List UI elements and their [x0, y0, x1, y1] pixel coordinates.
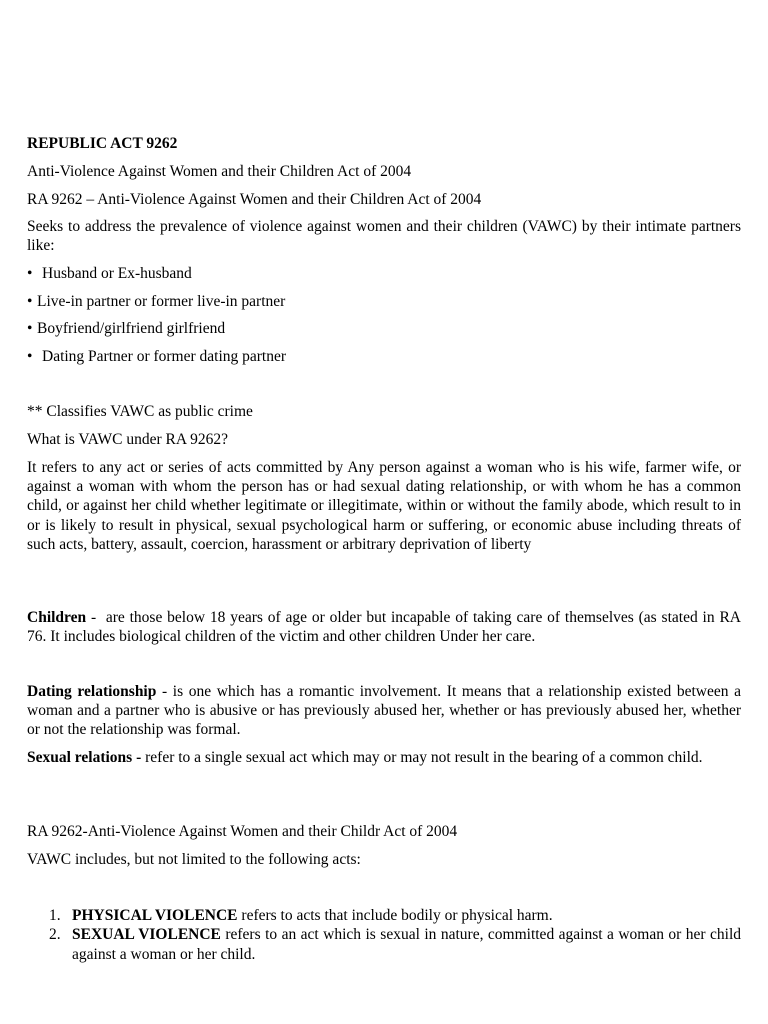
ra-heading-2: RA 9262-Anti-Violence Against Women and their Childr Act of 2004 — [27, 823, 458, 840]
vawc-question: What is VAWC under RA 9262? — [27, 431, 228, 448]
intro-paragraph: Seeks to address the prevalence of violence against women and their children (VAWC) by their intimate partners like: — [27, 218, 741, 255]
bullet-marker: • — [27, 348, 33, 365]
classifies-note: ** Classifies VAWC as public crime — [27, 403, 253, 420]
bullet-text: Live-in partner or former live-in partner — [37, 293, 286, 310]
list-number: 2. — [49, 926, 61, 943]
term-separator: - — [156, 683, 173, 700]
term-dating-relationship — [27, 682, 741, 740]
vawc-definition: It refers to any act or series of acts committed by Any person against a woman who is his wife, farmer wife, or against a woman with whom the person has or had sexual dating relationship, or with whom he has a common child, or against her child whether legitimate or illegitimate, within or without the family abode, which result to in or is likely to result in physical, sexual psychological harm or suffering, or economic abuse including threats of such acts, battery, assault, coercion, harassment or arbitrary deprivation of liberty — [27, 459, 741, 553]
bullet-text: Dating Partner or former dating partner — [42, 348, 287, 365]
includes-intro: VAWC includes, but not limited to the following acts: — [27, 851, 361, 868]
list-item — [27, 906, 741, 926]
act-text: refers to acts that include bodily or physical harm. — [237, 907, 553, 924]
list-body — [72, 906, 741, 926]
ra-heading: RA 9262 – Anti-Violence Against Women and their Children Act of 2004 — [27, 191, 482, 208]
bullet-item — [27, 264, 192, 283]
document-subtitle: Anti-Violence Against Women and their Children Act of 2004 — [27, 163, 412, 180]
bullet-marker: • — [27, 293, 33, 310]
term-separator: - — [86, 609, 106, 626]
bullet-item — [27, 319, 225, 338]
bullet-marker: • — [27, 320, 33, 337]
act-text: refers to an act which is sexual in nature, committed against a woman or her child against a woman or her child. — [72, 926, 745, 963]
bullet-marker: • — [27, 265, 33, 282]
list-item — [27, 925, 745, 964]
list-body — [72, 925, 745, 964]
bullet-item — [27, 347, 286, 366]
term-text: are those below 18 years of age or older but incapable of taking care of themselves (as stated in RA 76. It includes biological children of the victim and other children Under her care. — [27, 609, 741, 646]
term-label: Sexual relations - — [27, 749, 142, 766]
document-title: REPUBLIC ACT 9262 — [27, 135, 178, 152]
act-label: SEXUAL VIOLENCE — [72, 926, 221, 943]
bullet-item — [27, 292, 285, 311]
term-label: Dating relationship — [27, 683, 157, 700]
list-number: 1. — [49, 907, 61, 924]
bullet-text: Boyfriend/girlfriend girlfriend — [37, 320, 226, 337]
bullet-text: Husband or Ex-husband — [42, 265, 192, 282]
term-text: refer to a single sexual act which may or may not result in the bearing of a common child. — [145, 749, 703, 766]
act-label: PHYSICAL VIOLENCE — [72, 907, 238, 924]
term-label: Children — [27, 609, 87, 626]
term-children — [27, 608, 741, 646]
term-sexual-relations — [27, 748, 741, 767]
term-text: is one which has a romantic involvement. It means that a relationship existed between a woman and a partner who is abusive or has previously abused her, whether or has previously abused her, whether or not the relationship was formal. — [27, 683, 741, 739]
